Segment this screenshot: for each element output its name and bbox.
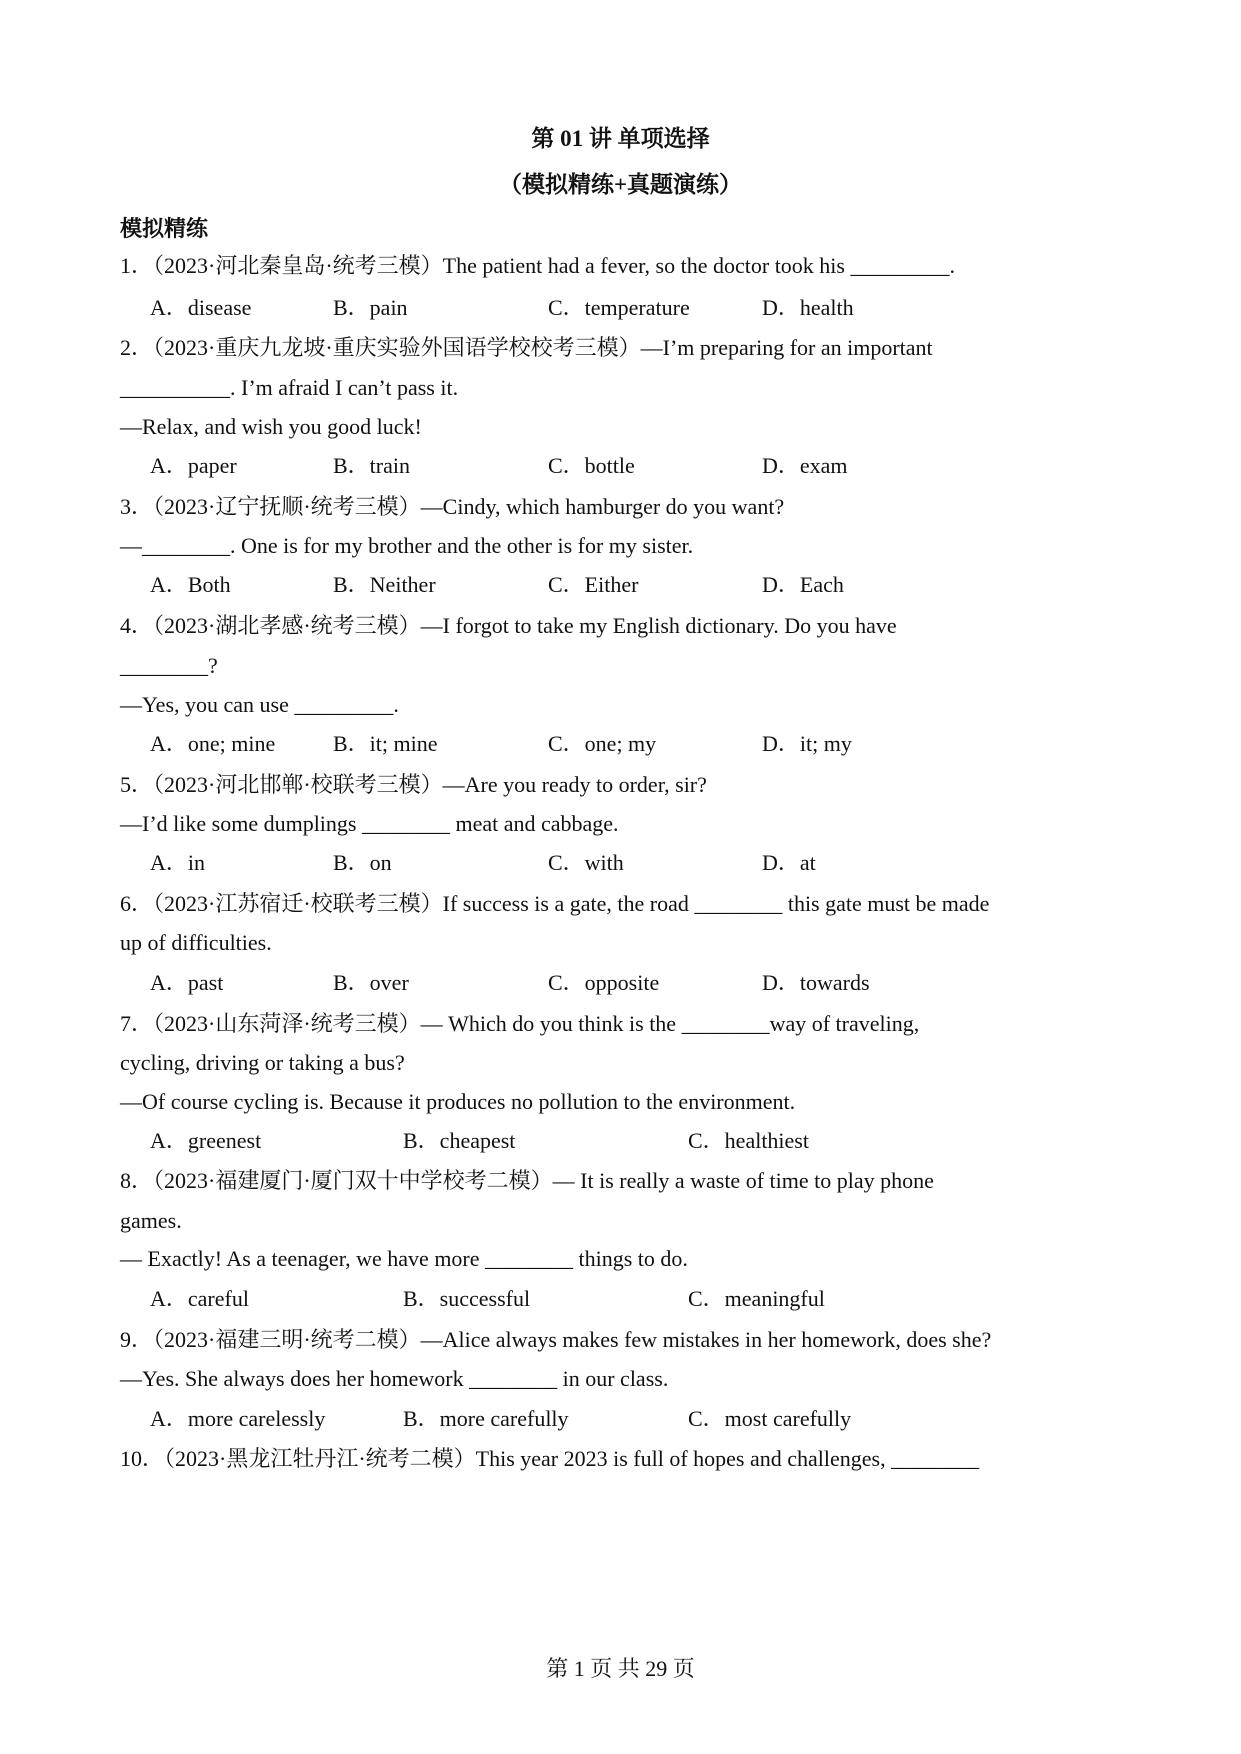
answer-option: A．disease — [150, 295, 252, 320]
answer-option: C．healthiest — [688, 1128, 809, 1153]
question-line: ________? — [120, 653, 218, 678]
answer-option: B．successful — [403, 1286, 531, 1311]
question-line: —Relax, and wish you good luck! — [120, 414, 422, 439]
question-stem: 2．（2023·重庆九龙坡·重庆实验外国语学校校考三模）—I’m preparing for an important — [120, 335, 933, 360]
answer-option: B．more carefully — [403, 1406, 569, 1431]
answer-option: C．temperature — [548, 295, 690, 320]
answer-option: D．health — [762, 295, 854, 320]
answer-option: C．meaningful — [688, 1286, 825, 1311]
answer-option: A．Both — [150, 572, 231, 597]
answer-option: B．Neither — [333, 572, 436, 597]
question-stem: 5．（2023·河北邯郸·校联考三模）—Are you ready to order, sir? — [120, 772, 707, 797]
answer-option: D．Each — [762, 572, 844, 597]
question-line: —Yes. She always does her homework ________ in our class. — [120, 1366, 669, 1391]
question-stem: 10．（2023·黑龙江牡丹江·统考二模）This year 2023 is full of hopes and challenges, ________ — [120, 1446, 980, 1471]
answer-option: C．bottle — [548, 453, 635, 478]
answer-option: D．at — [762, 850, 816, 875]
answer-option: A．one; mine — [150, 731, 276, 756]
question-line: —Of course cycling is. Because it produces no pollution to the environment. — [120, 1089, 796, 1114]
answer-option: D．it; my — [762, 731, 852, 756]
page-title: 第 01 讲 单项选择 — [531, 126, 710, 151]
answer-option: B．pain — [333, 295, 408, 320]
question-stem: 3．（2023·辽宁抚顺·统考三模）—Cindy, which hamburger do you want? — [120, 494, 785, 519]
answer-option: B．it; mine — [333, 731, 438, 756]
question-stem: 4．（2023·湖北孝感·统考三模）—I forgot to take my English dictionary. Do you have — [120, 613, 897, 638]
answer-option: B．cheapest — [403, 1128, 516, 1153]
answer-option: A．in — [150, 850, 206, 875]
question-line: up of difficulties. — [120, 930, 272, 955]
answer-option: C．one; my — [548, 731, 657, 756]
answer-option: A．greenest — [150, 1128, 262, 1153]
section-heading: 模拟精练 — [120, 216, 209, 241]
answer-option: A．more carelessly — [150, 1406, 326, 1431]
question-line: __________. I’m afraid I can’t pass it. — [120, 375, 459, 400]
question-line: — Exactly! As a teenager, we have more ________ things to do. — [120, 1246, 688, 1271]
question-line: —I’d like some dumplings ________ meat and cabbage. — [120, 811, 619, 836]
answer-option: C．most carefully — [688, 1406, 852, 1431]
answer-option: D．exam — [762, 453, 848, 478]
answer-option: A．past — [150, 970, 224, 995]
answer-option: B．on — [333, 850, 392, 875]
question-stem: 7．（2023·山东菏泽·统考三模）— Which do you think is the ________way of traveling, — [120, 1011, 920, 1036]
question-line: cycling, driving or taking a bus? — [120, 1050, 405, 1075]
question-stem: 1．（2023·河北秦皇岛·统考三模）The patient had a fever, so the doctor took his _________. — [120, 253, 955, 278]
answer-option: A．paper — [150, 453, 237, 478]
question-line: —________. One is for my brother and the other is for my sister. — [120, 533, 694, 558]
question-stem: 9．（2023·福建三明·统考二模）—Alice always makes few mistakes in her homework, does she? — [120, 1327, 992, 1352]
answer-option: C．opposite — [548, 970, 660, 995]
answer-option: A．careful — [150, 1286, 249, 1311]
answer-option: B．over — [333, 970, 409, 995]
answer-option: B．train — [333, 453, 410, 478]
answer-option: C．Either — [548, 572, 639, 597]
answer-option: C．with — [548, 850, 624, 875]
answer-option: D．towards — [762, 970, 870, 995]
question-line: games. — [120, 1208, 182, 1233]
page-subtitle: （模拟精练+真题演练） — [498, 172, 743, 197]
question-stem: 8．（2023·福建厦门·厦门双十中学校考二模）— It is really a waste of time to play phone — [120, 1168, 934, 1193]
page-footer: 第 1 页 共 29 页 — [546, 1656, 695, 1681]
question-line: —Yes, you can use _________. — [120, 692, 399, 717]
question-stem: 6．（2023·江苏宿迁·校联考三模）If success is a gate, the road ________ this gate must be made — [120, 891, 990, 916]
